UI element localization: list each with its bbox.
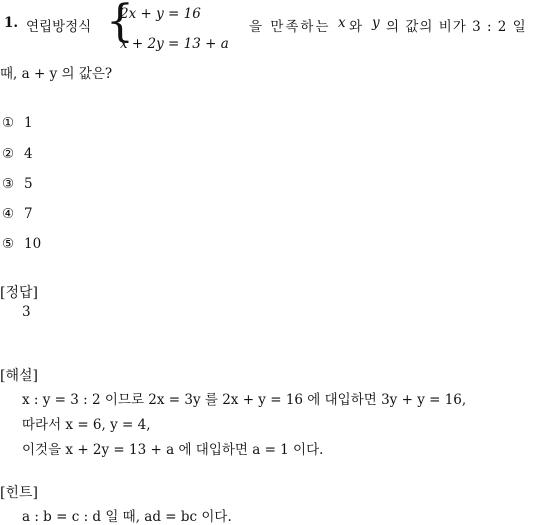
choice-marker: ③ [2, 176, 15, 192]
equation-1: 2x + y = 16 [120, 6, 201, 22]
choice-1[interactable] [2, 115, 33, 131]
choice-2[interactable] [2, 146, 33, 162]
var-x: x [338, 15, 346, 31]
choice-marker: ⑤ [2, 236, 15, 252]
choice-value: 4 [24, 146, 33, 162]
choice-4[interactable] [2, 206, 33, 222]
question-mid-3: 의 값의 비가 3 : 2 일 [386, 19, 527, 35]
choice-marker: ④ [2, 206, 15, 222]
question-number: 1. [4, 15, 19, 31]
solution-line-2: 따라서 x = 6, y = 4, [22, 417, 151, 433]
choice-value: 5 [24, 176, 33, 192]
choice-value: 7 [24, 206, 33, 222]
solution-label: [해설] [0, 368, 38, 384]
hint-line: a : b = c : d 일 때, ad = bc 이다. [22, 509, 232, 525]
solution-line-1: x : y = 3 : 2 이므로 2x = 3y 를 2x + y = 16 에 대입하면 3y + y = 16, [22, 392, 467, 408]
question-mid-2: 와 [349, 19, 363, 35]
hint-label: [힌트] [0, 485, 38, 501]
question-mid-1: 을 만족하는 [249, 19, 331, 35]
var-y: y [372, 15, 380, 31]
system-brace: { [106, 0, 134, 47]
choice-3[interactable] [2, 176, 33, 192]
solution-line-3: 이것을 x + 2y = 13 + a 에 대입하면 a = 1 이다. [22, 442, 324, 458]
question-line-2: 때, a + y 의 값은? [0, 66, 113, 82]
choice-marker: ① [2, 115, 15, 131]
answer-value: 3 [22, 304, 31, 320]
choice-value: 1 [24, 115, 33, 131]
choice-5[interactable] [2, 236, 41, 252]
answer-label: [정답] [0, 285, 38, 301]
equation-2: x + 2y = 13 + a [120, 36, 229, 52]
choice-value: 10 [24, 236, 42, 252]
choice-marker: ② [2, 146, 15, 162]
question-lead: 연립방정식 [26, 19, 92, 35]
